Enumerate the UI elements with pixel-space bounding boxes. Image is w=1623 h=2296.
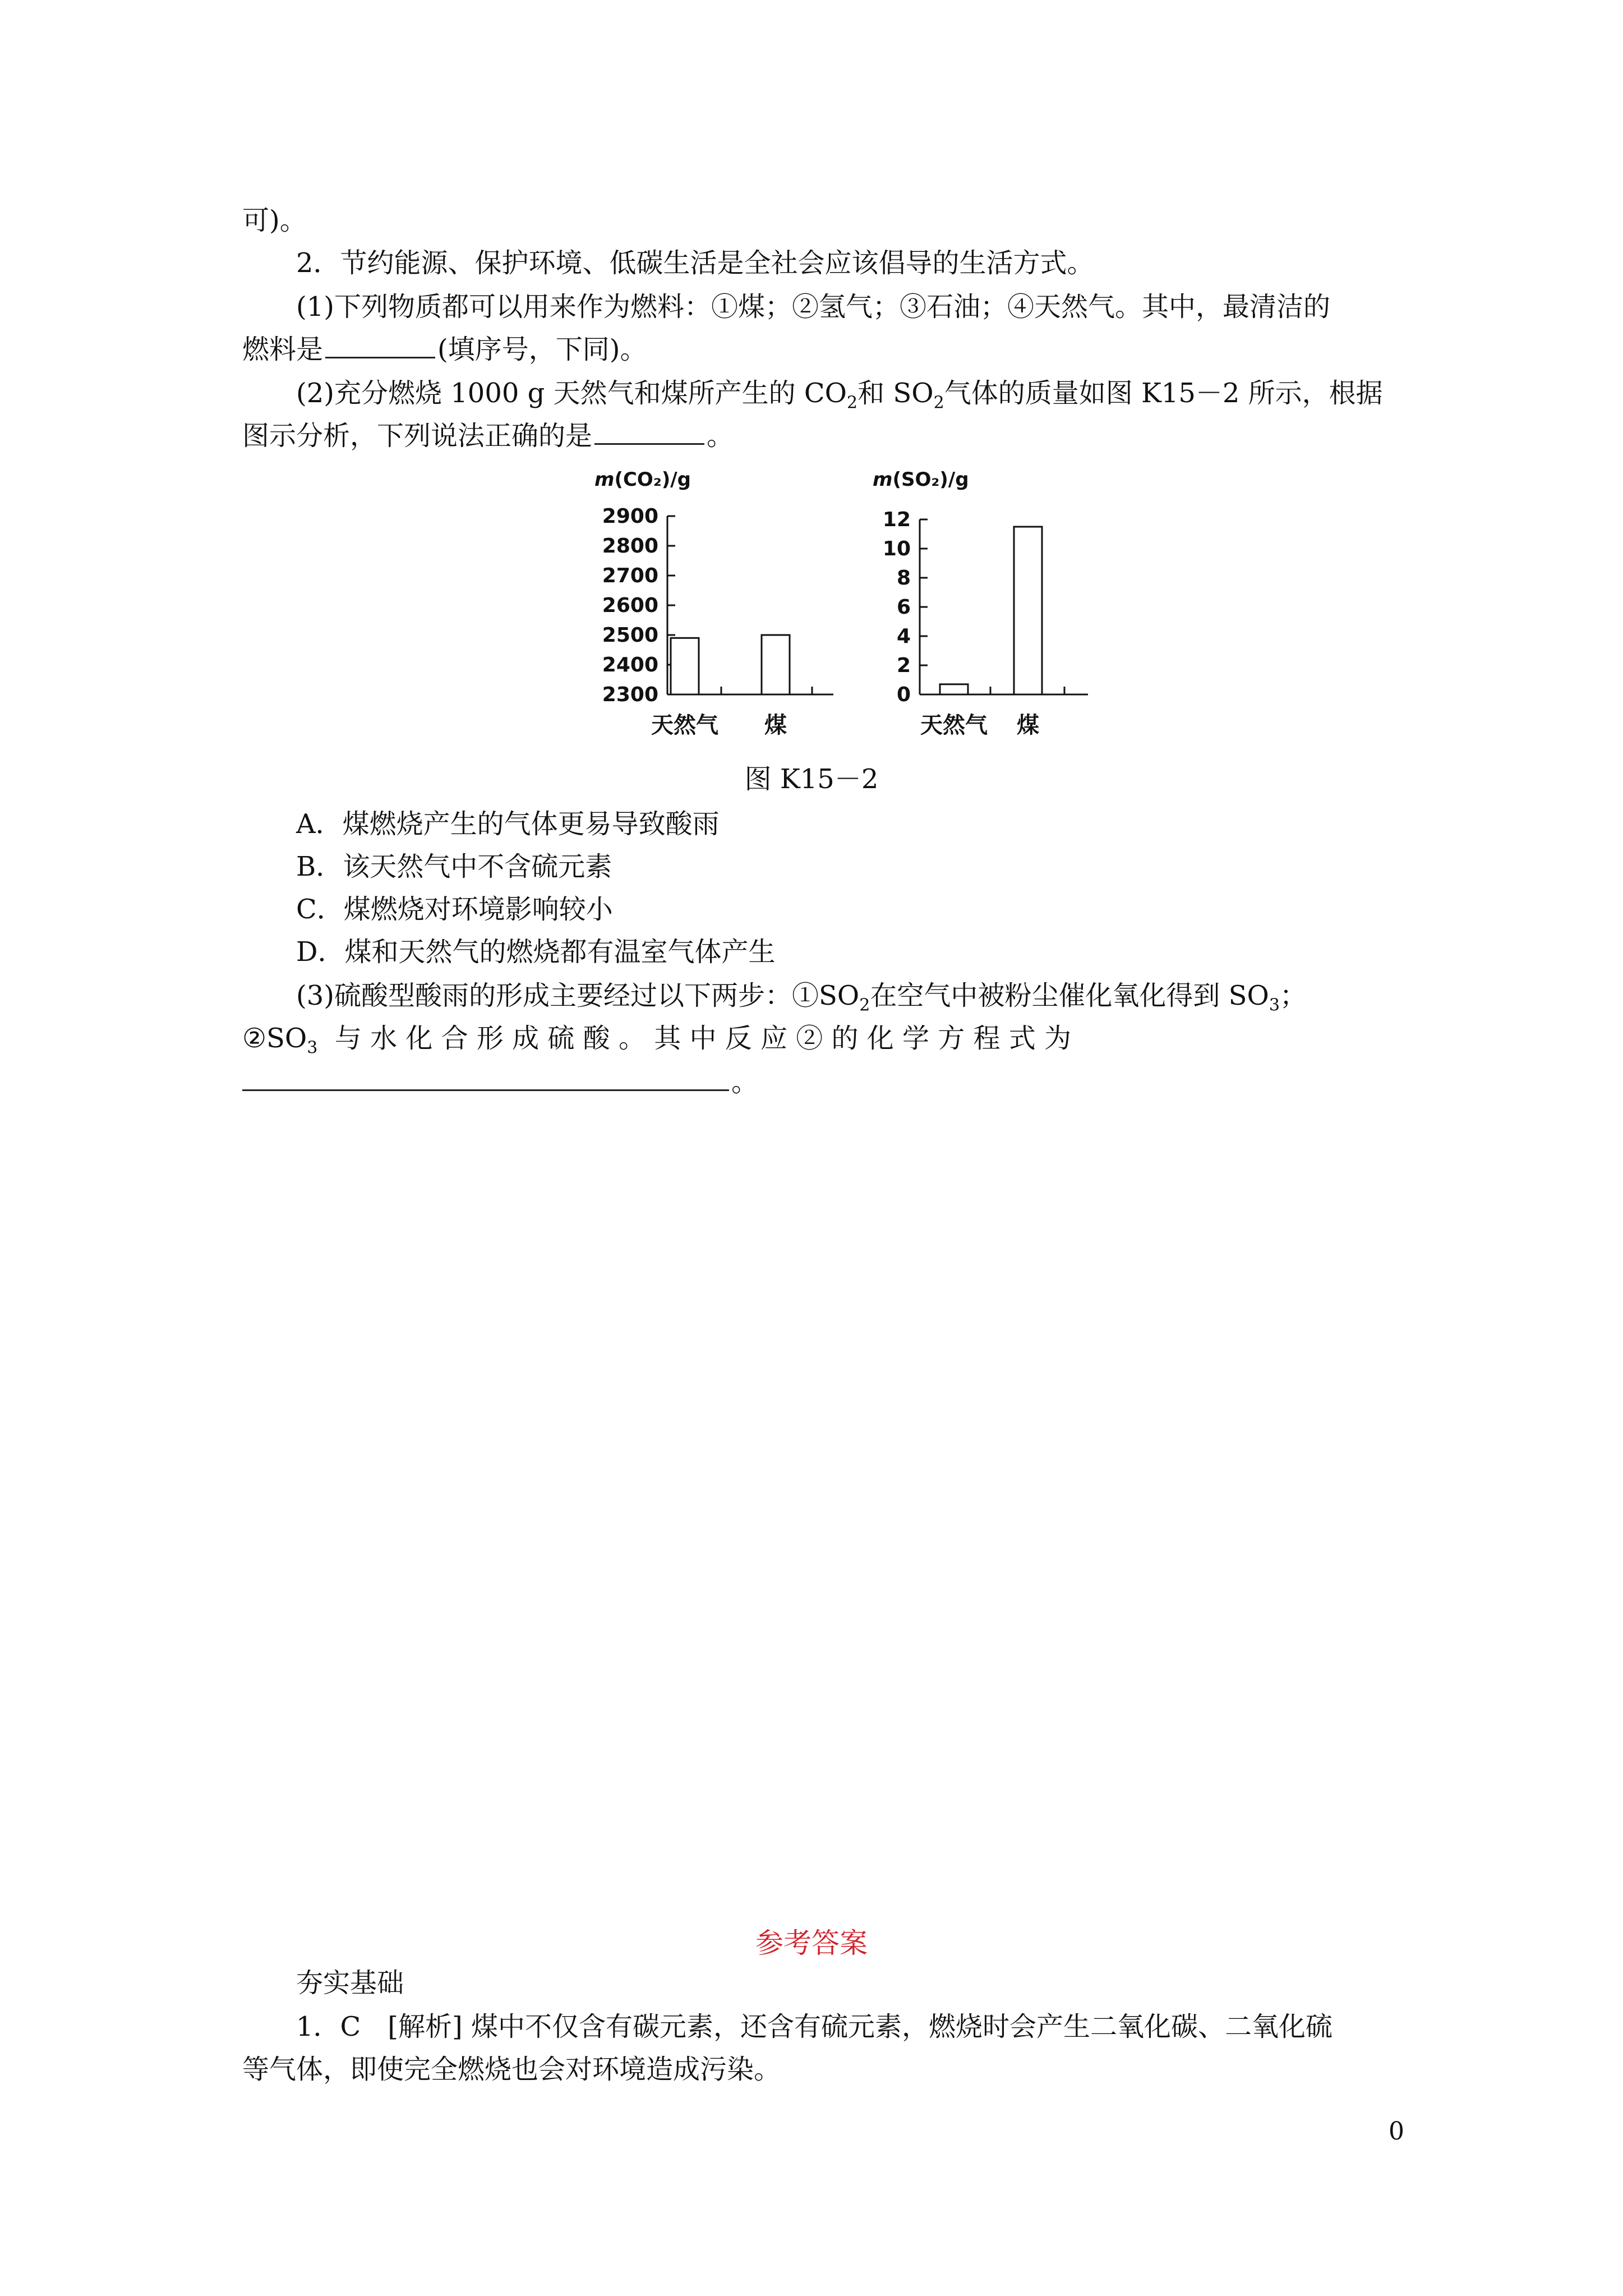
- part-2-text-c: 气体的质量如图 K15－2 所示，根据: [944, 378, 1383, 409]
- subscript: 2: [859, 995, 870, 1015]
- y-tick-label: 4: [896, 625, 911, 648]
- option-a: A．煤燃烧产生的气体更易导致酸雨: [296, 808, 720, 840]
- part-2-text-b: 和 SO: [857, 378, 934, 409]
- y-tick-label: 2600: [602, 594, 658, 617]
- y-tick-label: 2900: [602, 505, 658, 528]
- question-2-part-1-line-2: [242, 331, 1409, 368]
- part-3-text-a: (3)硫酸型酸雨的形成主要经过以下两步：①SO: [296, 980, 860, 1011]
- y-tick-label: 2400: [602, 654, 658, 677]
- part-2-text-a: (2)充分燃烧 1000 g 天然气和煤所产生的 CO: [296, 378, 847, 409]
- part-1-suffix: (填序号，下同)。: [437, 334, 647, 365]
- equation-blank[interactable]: [242, 1066, 729, 1091]
- y-tick-label: 6: [896, 596, 911, 619]
- question-2-part-2-line-2: [242, 417, 1409, 454]
- question-2-part-3-line-2: [242, 1020, 1409, 1057]
- answer-1-line-1: 1．C [解析] 煤中不仅含有碳元素，还含有硫元素，燃烧时会产生二氧化碳、二氧化硫: [296, 2011, 1332, 2042]
- part-2-prefix: 图示分析，下列说法正确的是: [242, 420, 593, 452]
- bar-1: [1014, 527, 1042, 694]
- part-3-text-b: 在空气中被粉尘催化氧化得到 SO: [870, 980, 1269, 1011]
- answer-1-line-2: 等气体，即使完全燃烧也会对环境造成污染。: [242, 2054, 781, 2085]
- bar-1: [762, 635, 790, 694]
- option-b: B．该天然气中不含硫元素: [296, 851, 612, 882]
- question-2-part-1-line-1: (1)下列物质都可以用来作为燃料：①煤；②氢气；③石油；④天然气。其中，最清洁的: [296, 291, 1330, 323]
- y-tick-label: 2300: [602, 683, 658, 706]
- answer-blank[interactable]: [594, 420, 704, 445]
- part-1-prefix: 燃料是: [242, 334, 324, 365]
- part-3-text-d: ②SO: [242, 1023, 307, 1054]
- co2-bar-chart: [589, 466, 869, 752]
- y-tick-label: 2500: [602, 624, 658, 647]
- question-2-part-3-line-3: [242, 1064, 1409, 1101]
- option-d: D．煤和天然气的燃烧都有温室气体产生: [296, 936, 776, 968]
- part-3-text-e: 与 水 化 合 形 成 硫 酸 。 其 中 反 应 ② 的 化 学 方 程 式 为: [334, 1023, 1072, 1054]
- subscript: 3: [307, 1038, 318, 1058]
- so2-bar-chart: [869, 466, 1105, 752]
- answer-title: 参考答案: [755, 1927, 868, 1959]
- part-3-end: 。: [731, 1066, 759, 1098]
- chart-ylabel: m(SO₂)/g: [873, 468, 969, 491]
- y-tick-label: 10: [882, 537, 911, 560]
- chart-ylabel: m(CO₂)/g: [594, 468, 691, 491]
- y-tick-label: 2: [896, 654, 911, 677]
- y-tick-label: 12: [882, 508, 911, 531]
- answer-blank[interactable]: [325, 333, 435, 358]
- page-number: 0: [1389, 2117, 1404, 2146]
- y-tick-label: 8: [896, 567, 911, 590]
- top-fragment: 可)。: [242, 205, 307, 236]
- bar-0: [671, 638, 699, 694]
- y-tick-label: 2800: [602, 535, 658, 558]
- question-2-part-3-line-1: [296, 977, 1463, 1014]
- category-label: 天然气: [920, 712, 988, 738]
- y-tick-label: 2700: [602, 564, 658, 587]
- part-2-suffix: 。: [707, 420, 734, 452]
- subscript: 2: [933, 393, 944, 413]
- figure-caption: 图 K15－2: [744, 763, 879, 795]
- y-tick-label: 0: [896, 683, 911, 706]
- question-2-intro: 2．节约能源、保护环境、低碳生活是全社会应该倡导的生活方式。: [296, 247, 1094, 279]
- option-c: C．煤燃烧对环境影响较小: [296, 894, 613, 925]
- part-3-text-c: ；: [1279, 980, 1307, 1011]
- category-label: 煤: [1017, 712, 1039, 738]
- subscript: 3: [1269, 995, 1280, 1015]
- subscript: 2: [847, 393, 858, 413]
- bar-0: [940, 684, 968, 694]
- answer-section-heading: 夯实基础: [296, 1967, 404, 1999]
- question-2-part-2-line-1: [296, 375, 1463, 412]
- category-label: 煤: [764, 712, 787, 738]
- category-label: 天然气: [651, 712, 718, 738]
